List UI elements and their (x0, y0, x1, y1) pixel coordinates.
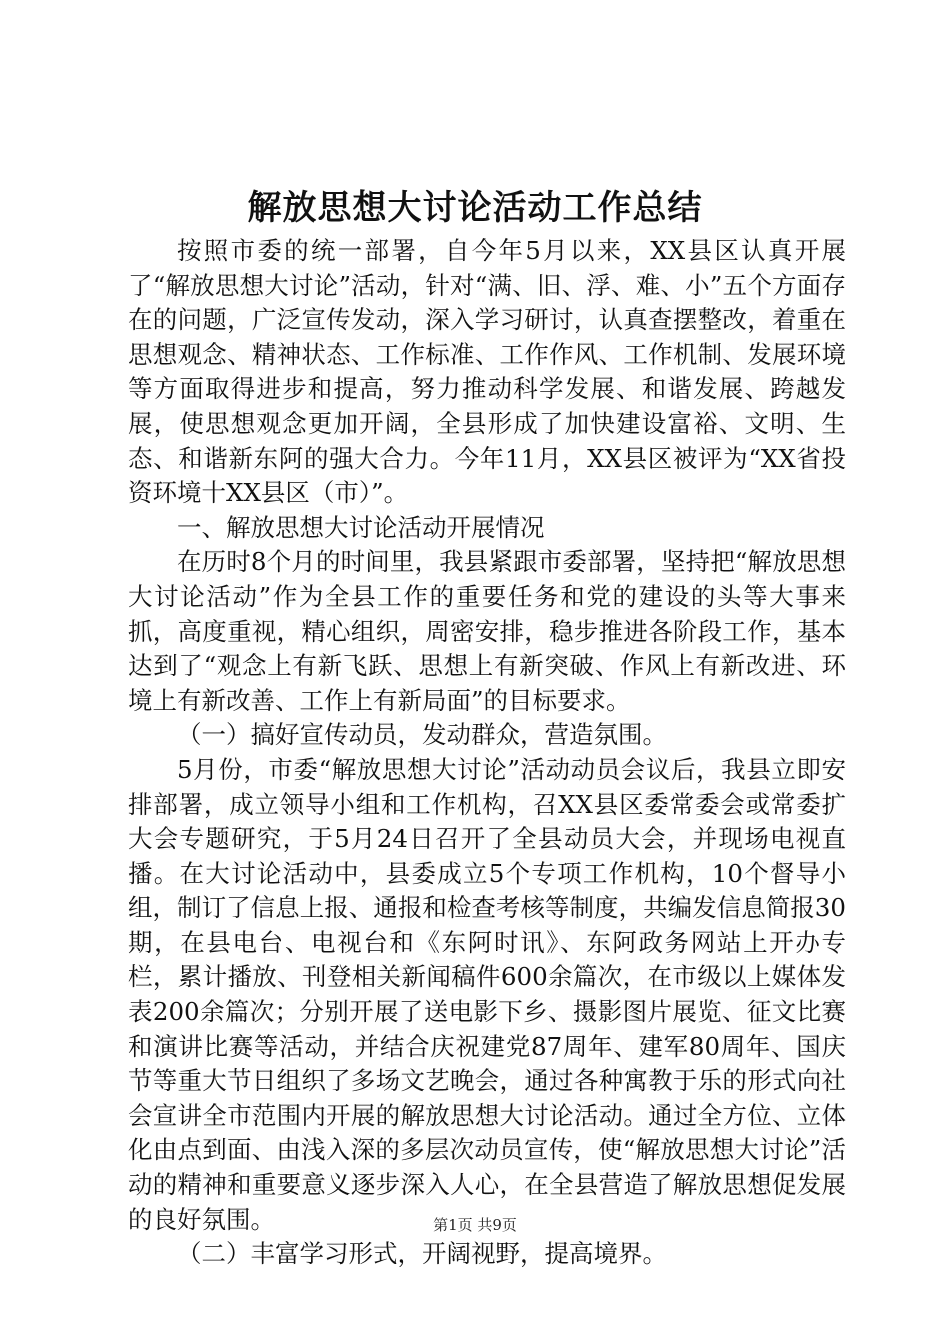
subsection-heading-1: （一）搞好宣传动员，发动群众，营造氛围。 (177, 720, 667, 750)
document-body (128, 234, 846, 1272)
paragraph-publicity: 5月份，市委“解放思想大讨论”活动动员会议后，我县立即安排部署，成立领导小组和工作机构，召XX县区委常委会或常委扩大会专题研究，于5月24日召开了全县动员大会，并现场电视直播。在大讨论活动中，县委成立5个专项工作机构，10个督导小组，制订了信息上报、通报和检查考核等制度，共编发信息简报30期，在县电台、电视台和《东阿时讯》、东阿政务网站上开办专栏，累计播放、刊登相关新闻稿件600余篇次，在市级以上媒体发表200余篇次；分别开展了送电影下乡、摄影图片展览、征文比赛和演讲比赛等活动，并结合庆祝建党87周年、建军80周年、国庆节等重大节日组织了多场文艺晚会，通过各种寓教于乐的形式向社会宣讲全市范围内开展的解放思想大讨论活动。通过全方位、立体化由点到面、由浅入深的多层次动员宣传，使“解放思想大讨论”活动的精神和重要意义逐步深入人心，在全县营造了解放思想促发展的良好氛围。 (128, 754, 846, 1234)
page-footer: 第1页 共9页 (433, 1216, 517, 1234)
paragraph-intro: 按照市委的统一部署，自今年5月以来，XX县区认真开展了“解放思想大讨论”活动，针对“满、旧、浮、难、小”五个方面存在的问题，广泛宣传发动，深入学习研讨，认真查摆整改，着重在思想观念、精神状态、工作标准、工作作风、工作机制、发展环境等方面取得进步和提高，努力推动科学发展、和谐发展、跨越发展，使思想观念更加开阔，全县形成了加快建设富裕、文明、生态、和谐新东阿的强大合力。今年11月，XX县区被评为“XX省投资环境十XX县区（市）”。 (128, 236, 846, 508)
paragraph-overview: 在历时8个月的时间里，我县紧跟市委部署，坚持把“解放思想大讨论活动”作为全县工作的重要任务和党的建设的头等大事来抓，高度重视，精心组织，周密安排，稳步推进各阶段工作，基本达到了“观念上有新飞跃、思想上有新突破、作风上有新改进、环境上有新改善、工作上有新局面”的目标要求。 (128, 547, 846, 715)
subsection-heading-2: （二）丰富学习形式，开阔视野，提高境界。 (177, 1239, 667, 1269)
section-heading-1: 一、解放思想大讨论活动开展情况 (177, 512, 545, 542)
document-title: 解放思想大讨论活动工作总结 (247, 188, 703, 228)
